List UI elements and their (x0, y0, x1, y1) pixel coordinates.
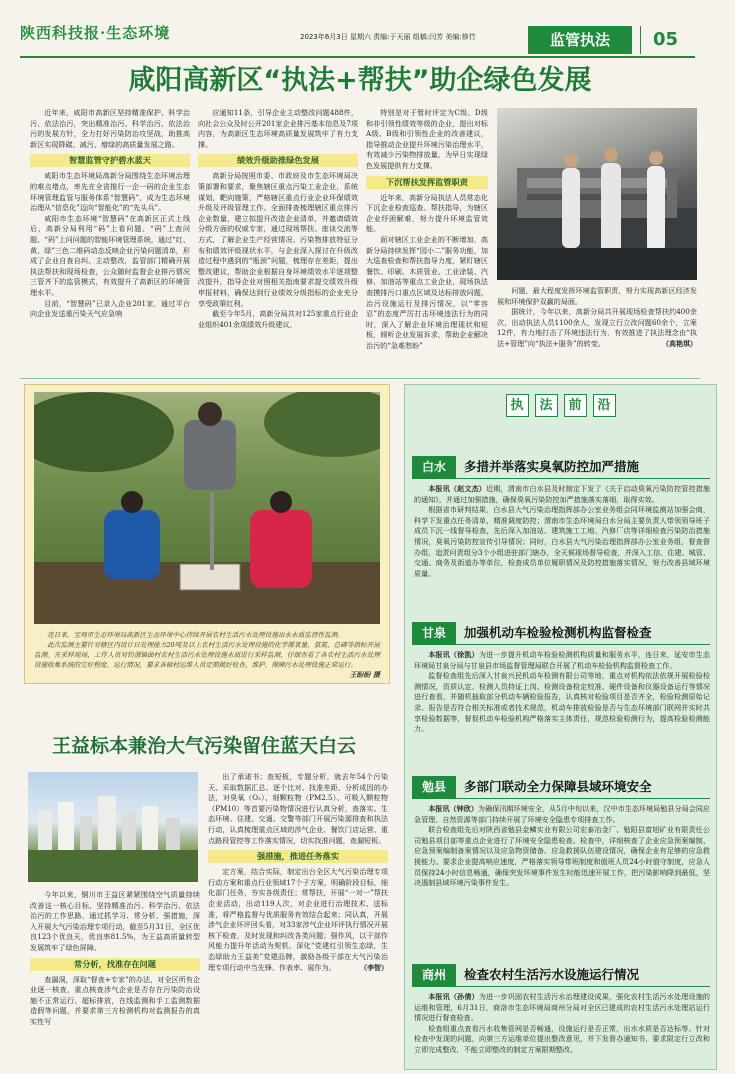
paragraph: 咸阳市生态环境“智慧码”在高新区正式上线后，高新分局利用“码”上看问题、“码”上查问题、“码”上问问题的智能环境管理系统，通过“红、黄、绿”三色二维码动态反映企业污染问题清单，形成了企业自查自纠、主动整改，监管部门精确开展执法帮扶和现场检查，公众随时监督企业排污情况三管齐下的监管模式，有效提升了高新区的环境管理水平。 (30, 213, 190, 297)
city-photo-illustration (28, 772, 198, 882)
subhead: 智慧监管守护碧水蓝天 (30, 154, 190, 167)
main-col-3 (366, 108, 488, 351)
factory-photo (497, 108, 697, 280)
region-tag: 勉县 (412, 776, 456, 798)
subhead: 绩效升级助推绿色发展 (198, 154, 358, 167)
sampling-photo (34, 392, 380, 624)
paragraph: 出了承诺书；查短板，专题分析，就去年54个污染天、采取数据汇总、逐个比对、找准差距、分析成因的办法，对臭氧（O₃）、细颗粒物（PM2.5）、可吸入颗粒物（PM10）等首要污染物情况进行认真分析，查落实。生态环境、住建、交通、交警等部门开展污染源排查和执法行动，认真梳理重点区域的涉气企业、餐饮门店运营、重点路段管控等工作落实情况，切实找准问题，查漏短板。 (208, 772, 388, 845)
main-headline: 咸阳高新区“执法+帮扶”助企绿色发展 (128, 65, 592, 96)
paragraph: 本报讯（赵文杰）近期，渭南市白水县及时制定下发了《关于启动臭氧污染防控管控措施的通知》，并通过加强措施，确保臭氧污染防控加严措施落实落细，取得实效。 (414, 484, 711, 504)
enforcement-banner (404, 394, 717, 417)
enforcement-item-header (412, 964, 710, 987)
banner-char: 沿 (593, 394, 616, 417)
city-photo (28, 772, 198, 882)
paragraph: 监督检查组先后深入甘泉兴民机动车检测有限公司等地，重点对机构依法依规开展检验检测情况，资质认定、检测人员持证上岗、检测设备检定校准、硬件设备和仪器设备运行等情况进行查看，并随机抽取部分机动车辆检验报告，认真核对检验项目是否齐全，检验检测原始记录、报告是否符合相关标准或者技术规范，机动车排放检验是否与生态环境部门联网并实时共享检验数据等，督促机动车检验机构严格落实主体责任，规范检验检测行为，提高检验检测能力。 (414, 671, 710, 734)
paragraph: 咸阳市生态环境局高新分局围绕生态环境治理的难点堵点，率先在全省推行一企一码的企业生态环境管理监管与服务体系“智慧码”，成为生态环境治理从“信息化”迈向“智能化”的“先头兵”。 (30, 171, 190, 213)
factory-photo-illustration (497, 108, 697, 280)
item-title: 多部门联动全力保障县域环境安全 (464, 779, 652, 794)
paragraph: 据统计，今年以来，高新分局共开展现场检查帮扶约400余次，出动执法人员1100余人，发现立行立改问题60余个，立案12件，有力地打击了环境违法行为，有效推进了执法理念由“执法+管理”向“执法+服务”的转变。 （高艳琪） (497, 307, 697, 348)
paragraph: 查漏洞，深取“督查+专家”的办法，对全区所有企业逐一核查，重点核查涉气企业是否存在污染防治设施不正常运行、超标排放，在线监测和手工监测数据造假等问题，并要求第三方检测机构对监测报告的真实性写 (30, 974, 200, 1026)
second-col-1 (30, 890, 200, 1028)
page-number: 05 (640, 26, 690, 54)
region-tag: 甘泉 (412, 622, 456, 644)
enforcement-item-body (414, 804, 710, 889)
subhead: 下沉帮扶发挥监管职责 (366, 176, 488, 189)
section-divider (20, 378, 700, 379)
subhead: 常分析，找准存在问题 (30, 958, 200, 971)
enforcement-item-body (414, 992, 710, 1056)
item-title: 加强机动车检验检测机构监督检查 (464, 625, 652, 640)
subhead: 强措施，推进任务落实 (208, 850, 388, 863)
main-col-2 (198, 108, 358, 330)
masthead-rule (20, 56, 695, 58)
paragraph: 高新分局按照市委、市政府及市生态环境局决策部署和要求，聚焦辖区重点污染工业企业，系统谋划，靶向施策，严格辖区重点行业企业环保绩效升级及评级管理工作。全面排查梳理辖区重点排污企业数量，建立拟提升改造企业清单，并邀请绩效分级方面的权威专家，通过现场帮扶、座谈交流等方式，了解企业生产经营情况、污染物排放特征分布和绩效评级现状水平，与企业深入探讨在升级改造过程中遇到的“瓶颈”问题，梳理存在差距，提出整改建议，帮助企业根据自身环境绩效水平逐项整改提升，指导企业对照相关指南要求提交绩效升级申报材料，确保达到行业绩效分级指标的企业充分享受政策红利。 (198, 171, 358, 308)
paragraph: 面对辖区工业企业的不断增加，高新分局持续发挥“园小二”服务功能，加大巡查检查和帮扶指导力度，紧盯辖区餐饮、印刷、木质管业、工业涂装、汽修、加油站等重点工业企业，现场执法查摸排污口重点区域及达标排放问题，治污设施运行及排污情况，以“零容忍”的态度严厉打击环境违法行为的同时，深入了解企业环境治理现状和短板，倾听企业发展诉求，帮助企业解决治污的“急难愁盼” (366, 234, 488, 350)
paragraph: 近年来，咸阳市高新区坚持精准保护、科学治污、依法治污，突出精准治污、科学治污、依法治污的发展方针，全力打好污染防治攻坚战，助推高新区实现降碳、减污、增绿的高质量发展之路。 (30, 108, 190, 149)
item-title: 多措并举落实臭氧防控加严措施 (464, 459, 640, 474)
paragraph: 问题，最大程度发挥环境监管职责，努力实现高新区经济发展和环境保护双赢的局面。 (497, 286, 697, 306)
paragraph: 本报讯（孙倩）为进一步巩固农村生活污水治理建设成果，强化农村生活污水处理设施的运维和管理，6月31日，商洛市生态环境局商州分局对全区已建成的农村生活污水处理站运行情况进行督查检查。 (414, 992, 711, 1023)
second-headline: 王益标本兼治大气污染留住蓝天白云 (51, 735, 356, 757)
main-col-4 (497, 286, 697, 350)
paragraph: 根据省市研判结果，白水县大气污染治理指挥部办公室业务组会同环境监测站加强会商，科学下发重点任务清单，精准调度防控；渭南市生态环境局白水分局主要负责人带领领导班子成员下沉一线督导检查，先后深入加油站、建筑施工工地、汽修厂店等详细检查污染防治措施情况，臭氧污染防控宣传引导情况；同时，白水县大气污染治理指挥部办公室业务组，督查督办组、追责问责组分3个小组进驻部门辖办，全天候现场督导检查，并深入工信、住建、城管、交通、商务及街道办等单位，检查成员单位履职情况及防控措施落实情况，努力改善县域环境质量。 (414, 505, 710, 578)
paragraph: 近年来，高新分局执法人员常态化下沉企业检查巡查、帮扶指导，为辖区企业纾困解难，努力提升环境监管效能。 (366, 192, 488, 234)
region-tag: 商州 (412, 964, 456, 986)
enforcement-item-body (414, 650, 710, 735)
banner-char: 前 (564, 394, 587, 417)
enforcement-item-body (414, 484, 710, 579)
sampling-photo-illustration (34, 392, 380, 624)
paragraph: 今年以来，铜川市王益区紧紧围绕空气质量持续改善这一核心目标，坚持精准治污、科学治污、依法治污的工作思路，通过抓学习、常分析、强措施，深入开展大气污染治理专项行动，截至5月31日，全区优良123个优良天，优良率81.5%，为王益高质量转型发展筑牢了绿色屏障。 (30, 890, 200, 952)
region-tag: 白水 (412, 456, 456, 478)
paragraph: 检查组重点查看污水收集管网是否畅通，设施运行是否正常，出水水质是否达标等。针对检查中发现的问题，向第三方运维单位提出整改意见，并下发督办通知书，要求限定行立改和立即完成整改，不能立即整改的制定方案限期整改。 (414, 1023, 710, 1054)
paragraph: 应通知11条，引导企业主动整改问题488件，向社会公众及时公开201家企业排污基本信息及7项内容，为高新区生态环境高质量发展筑牢了有力支撑。 (198, 108, 358, 149)
banner-char: 法 (535, 394, 558, 417)
author: （高艳琪） (662, 339, 697, 348)
section-tab: 监管执法 (528, 26, 632, 54)
paragraph: 本报讯（钟欣）为确保汛期环境安全，从5月中旬以来，汉中市生态环境局勉县分局会同应急管理、自然资源等部门持续开展了环境安全隐患专项排查工作。 (414, 804, 711, 824)
paragraph: 本报讯（徐凯）为进一步提升机动车检验检测机构质量和服务水平，连日来，延安市生态环境局甘泉分局与甘泉县市场监督管理局联合开展了机动车检验机构监督检查工作。 (414, 650, 711, 670)
photo-author: 王盼盼 摄 (349, 671, 380, 679)
photo-caption (34, 630, 380, 680)
banner-char: 执 (506, 394, 529, 417)
paragraph: 截至今年5月，高新分局共对125家重点行业企业组织401余项绩效升级建议， (198, 309, 358, 329)
caption-line: 连日来，宝鸡市生态环境局高新区生态环境中心持续开展农村生活污水处理设施出水水质监督性监测。 (47, 631, 344, 639)
second-col-2 (208, 772, 388, 973)
caption-line: 此次监测主要针对辖区内设计日处理能力20吨及以上农村生活污水处理设施的化学需氧量、氨氮、总磷等指标开展监测。在采样现场，工作人员对钓渭镇曲村农村生活污水处理设施水质进行采样监测，仔细查看了各农村生活污水处理设施收集系统的完好程度、运行情况，要求各镇村运维人员定期做好检查、维护，保障污水处理设施正常运行。 王盼盼 摄 (34, 641, 380, 679)
main-col-1 (30, 108, 190, 320)
issue-info: 2023年6月3日 星期六 责编:于天丽 组稿:闫芳 美编:修竹 (300, 33, 476, 41)
enforcement-item-header (412, 622, 710, 645)
paragraph: 定方案，结合实际，制定出台全区大气污染治理专项行动方案和重点行业领域17个子方案，明确阶段目标，细化部门任务，夯实各级责任；常帮扶，开展“一对一”帮扶企业活动，出动119人次，对企业进行治理技术、送标准，将严格监督与优质服务有效结合起来；同认真，开展涉气企业环评回头看，对33家涉气企业环评执行情况开展核下检查，及时发现和纠改各类问题；强作风，以干部作风能力提升年活动为契机，深化“党建红引领生态绿，生态绿助力王益美”党建品牌，激励各级干部在大气污染治理专项行动中当先锋、作表率、展作为。 （李智） (208, 867, 388, 972)
paragraph: 目前，“智慧码”已录入企业201家，通过平台向企业发送重污染天气应急响 (30, 298, 190, 319)
enforcement-item-header (412, 456, 710, 479)
author: （李智） (360, 963, 388, 972)
paragraph: 联合检查组先后对陕西省勉县金鳞实业有限公司宏泰冶金厂、勉阳县富旭矿业有限责任公司勉县项目部等重点企业进行了环境安全隐患检查。检查中，详细核查了企业应急预案编制、应急预案编制备案情况以及应急物资储备、应急救援队伍建设情况，确保企业有足够的应急救援能力。要求企业提高响应速度，严格落实领导带班制度和值班人员24小时值守制度，应急人员保持24小时信息畅通，确保突发环境事件发生时能迅速开展工作，把污染影响降到最低，坚决遏制县域环境污染事件发生。 (414, 825, 710, 888)
paper-name: 陕西科技报·生态环境 (20, 24, 171, 42)
enforcement-item-header (412, 776, 710, 799)
paragraph: 特别是对于暂时评定为C级、D级和非引领性绩效等级的企业，提出对标A级、B级和引领性企业的改善建议，指导推动企业提升环境污染治理水平，有效减少污染物排放量，为早日实现绿色发展提供有力支撑。 (366, 108, 488, 170)
item-title: 检查农村生活污水设施运行情况 (464, 967, 640, 982)
